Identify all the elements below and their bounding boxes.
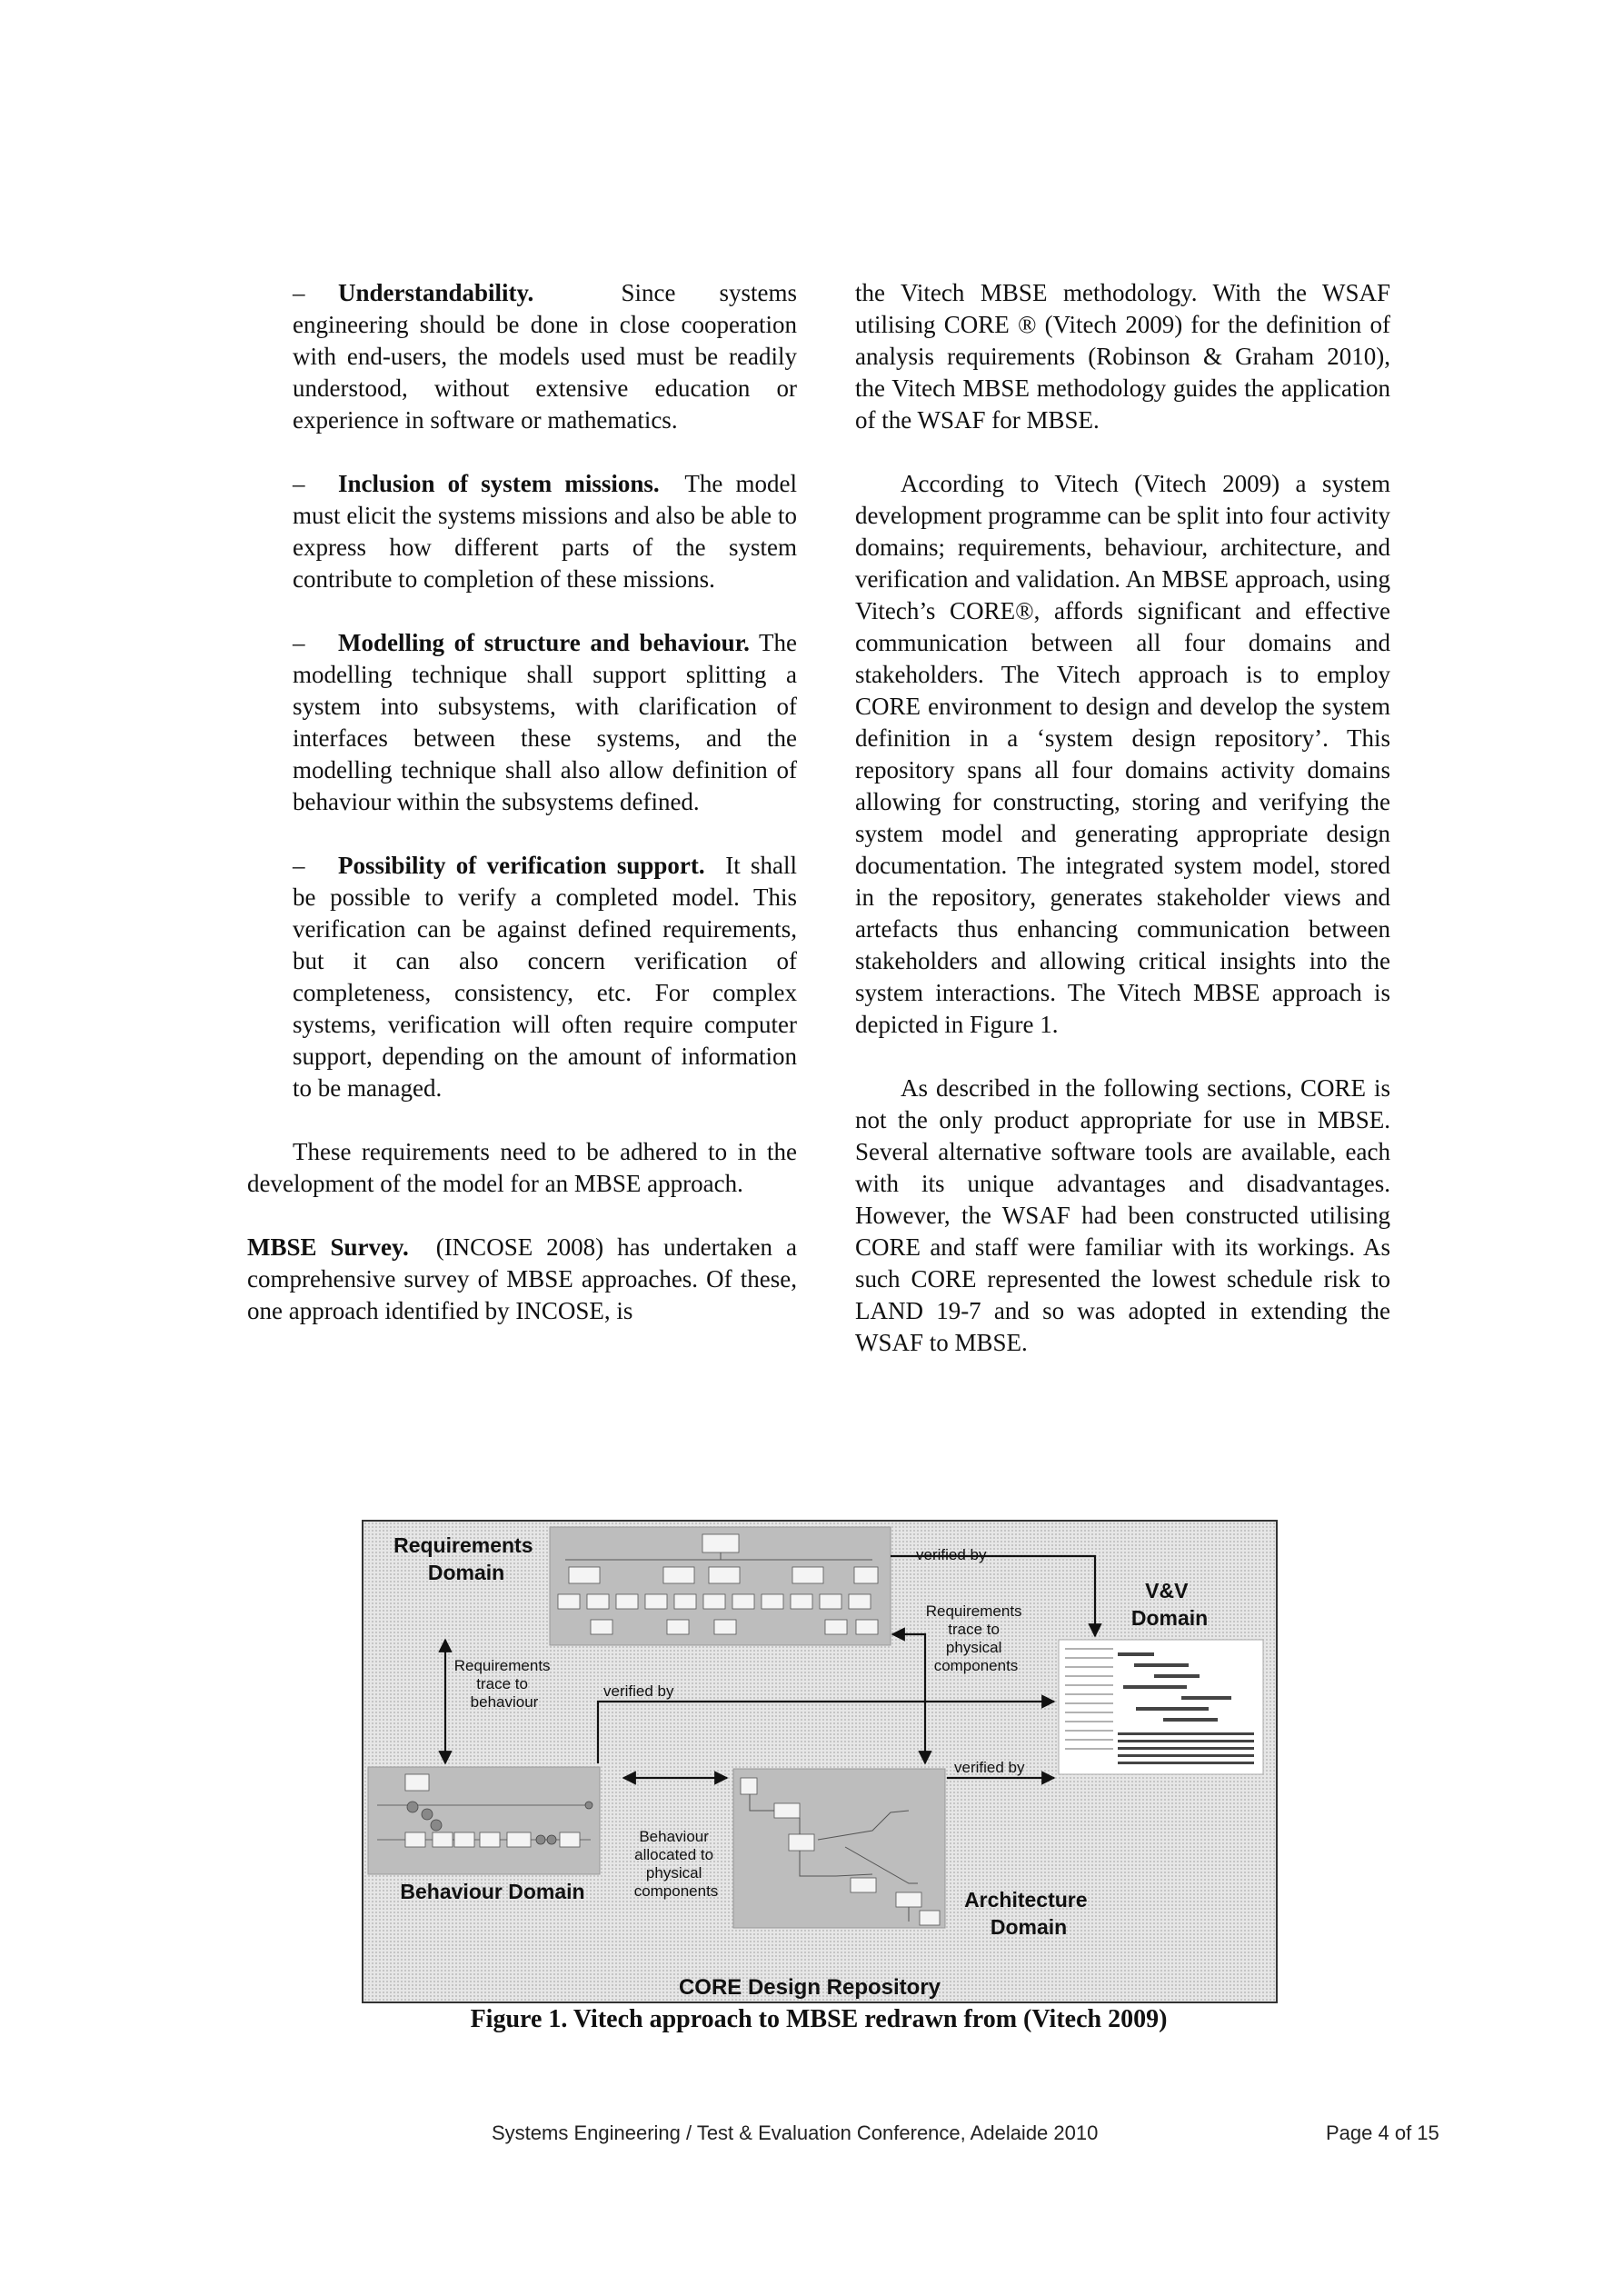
requirement-term: Understandability. — [338, 279, 534, 306]
requirement-item: – Modelling of structure and behaviour. The modelling technique shall support splitting a system into subsystems, with clarification of interfaces between these systems, and the modelling technique shall also allow definition of behaviour within the subsystems defined. — [293, 629, 797, 815]
req-trace-physical-line: Requirements — [925, 1602, 1022, 1620]
survey-paragraph — [247, 1232, 797, 1327]
architecture-panel — [733, 1769, 945, 1928]
requirement-text: The model must elicit the systems missions and also be able to express how different parts of the system contribute to completion of these missions. — [293, 470, 797, 593]
requirement-text: Since systems engineering should be done in close cooperation with end-users, the models used must be readily understood, without extensive education or experience in software or mathematics. — [293, 279, 797, 434]
req-trace-behaviour-line: trace to — [476, 1675, 528, 1692]
right-column — [855, 277, 1390, 1391]
req-trace-physical-label — [926, 1602, 1027, 1674]
vv-timeline-panel — [1059, 1640, 1263, 1774]
requirement-item: – Understandability. Since systems engineering should be done in close cooperation with end-users, the models used must be readily understood, without extensive education or experience in software or mathematics. — [293, 279, 797, 434]
footer-conference: Systems Engineering / Test & Evaluation Conference, Adelaide 2010 — [492, 2121, 1099, 2144]
behaviour-allocated-label — [634, 1828, 719, 1900]
behaviour-allocated-line: physical — [645, 1864, 702, 1882]
requirement-term: Possibility of verification support. — [338, 852, 705, 879]
requirement-item: – Inclusion of system missions. The model must elicit the systems missions and also be able to express how different parts of the system contribute to completion of these missions. — [293, 470, 797, 593]
requirement-text: It shall be possible to verify a completed model. This verification can be against defined requirements, but it can also concern verification of completeness, consistency, etc. For complex systems, verification will often require computer support, depending on the amount of information to be managed. — [293, 852, 797, 1102]
paragraph-core-adoption: As described in the following sections, CORE is not the only product appropriate for use in MBSE. Several alternative software tools are available, each with its unique advantages and disadvantages. However, the WSAF had been constructed utilising CORE and staff were familiar with its workings. As such CORE represented the lowest schedule risk to LAND 19-7 and so was adopted in extending the WSAF to MBSE. — [855, 1074, 1390, 1356]
core-repository-label: CORE Design Repository — [678, 1975, 941, 2000]
requirements-domain-label-line: Domain — [427, 1561, 505, 1584]
paragraph-activity-domains: According to Vitech (Vitech 2009) a system development programme can be split into four activity domains; requirements, behaviour, architecture, and verification and validation. An MBSE approach, using Vitech’s CORE®, affords significant and effective communication between all four domains and stakeholders. The Vitech approach is to employ CORE environment to design and develop the system definition in a ‘system design repository’. This repository spans all four domains activity domains allowing for constructing, storing and verifying the system model and generating appropriate design documentation. The integrated system model, stored in the repository, generates stakeholder views and artefacts thus enhancing communication between stakeholders and allowing critical insights into the system interactions. The Vitech MBSE approach is depicted in Figure 1. — [855, 470, 1390, 1038]
behaviour-flow-panel — [368, 1767, 600, 1874]
behaviour-allocated-line: allocated to — [634, 1846, 714, 1863]
architecture-domain-label — [964, 1888, 1093, 1939]
left-column — [247, 277, 797, 1359]
vv-domain-label-line: Domain — [1130, 1606, 1209, 1630]
req-trace-physical-line: physical — [945, 1639, 1002, 1656]
verified-by-label: verified by — [603, 1682, 674, 1700]
vv-domain-label-line: V&V — [1145, 1579, 1189, 1602]
requirement-term: Modelling of structure and behaviour. — [338, 629, 750, 656]
behaviour-allocated-line: Behaviour — [639, 1828, 709, 1845]
footer-page-number: Page 4 of 15 — [1326, 2121, 1439, 2144]
figure-vitech-mbse — [362, 1520, 1278, 2003]
requirements-hierarchy-panel — [550, 1527, 891, 1645]
behaviour-allocated-line: components — [633, 1882, 719, 1900]
survey-text: (INCOSE 2008) has undertaken a comprehensive survey of MBSE approaches. Of these, one approach identified by INCOSE, is — [247, 1233, 797, 1324]
req-trace-physical-line: components — [933, 1657, 1019, 1674]
behaviour-domain-label: Behaviour Domain — [400, 1880, 585, 1903]
requirement-item: – Possibility of verification support. It shall be possible to verify a completed model. This verification can be against defined requirements, but it can also concern verification of completeness, consistency, etc. For complex systems, verification will often require computer support, depending on the amount of information to be managed. — [293, 852, 797, 1102]
req-trace-behaviour-line: behaviour — [470, 1693, 539, 1711]
vv-domain-label — [1131, 1579, 1208, 1630]
survey-heading: MBSE Survey. — [247, 1233, 409, 1261]
closing-paragraph: These requirements need to be adhered to in the development of the model for an MBSE approach. — [247, 1138, 797, 1197]
verified-by-label: verified by — [916, 1546, 987, 1563]
requirements-domain-label-line: Requirements — [393, 1533, 533, 1557]
verified-by-label: verified by — [954, 1759, 1025, 1776]
requirements-domain-label — [393, 1533, 539, 1584]
req-trace-physical-line: trace to — [948, 1621, 1000, 1638]
requirement-text: The modelling technique shall support splitting a system into subsystems, with clarification of interfaces between these systems, and the modelling technique shall also allow definition of behaviour within the subsystems defined. — [293, 629, 797, 815]
figure-diagram — [363, 1522, 1279, 2005]
paragraph-vitech-methodology: the Vitech MBSE methodology. With the WSAF utilising CORE ® (Vitech 2009) for the definition of analysis requirements (Robinson & Graham 2010), the Vitech MBSE methodology guides the application of the WSAF for MBSE. — [855, 279, 1390, 434]
architecture-domain-label-line: Domain — [990, 1915, 1068, 1939]
requirement-term: Inclusion of system missions. — [338, 470, 660, 497]
architecture-domain-label-line: Architecture — [964, 1888, 1088, 1912]
figure-caption: Figure 1. Vitech approach to MBSE redrawn from (Vitech 2009) — [470, 2005, 1168, 2033]
req-trace-behaviour-label — [454, 1657, 555, 1711]
req-trace-behaviour-line: Requirements — [453, 1657, 551, 1674]
